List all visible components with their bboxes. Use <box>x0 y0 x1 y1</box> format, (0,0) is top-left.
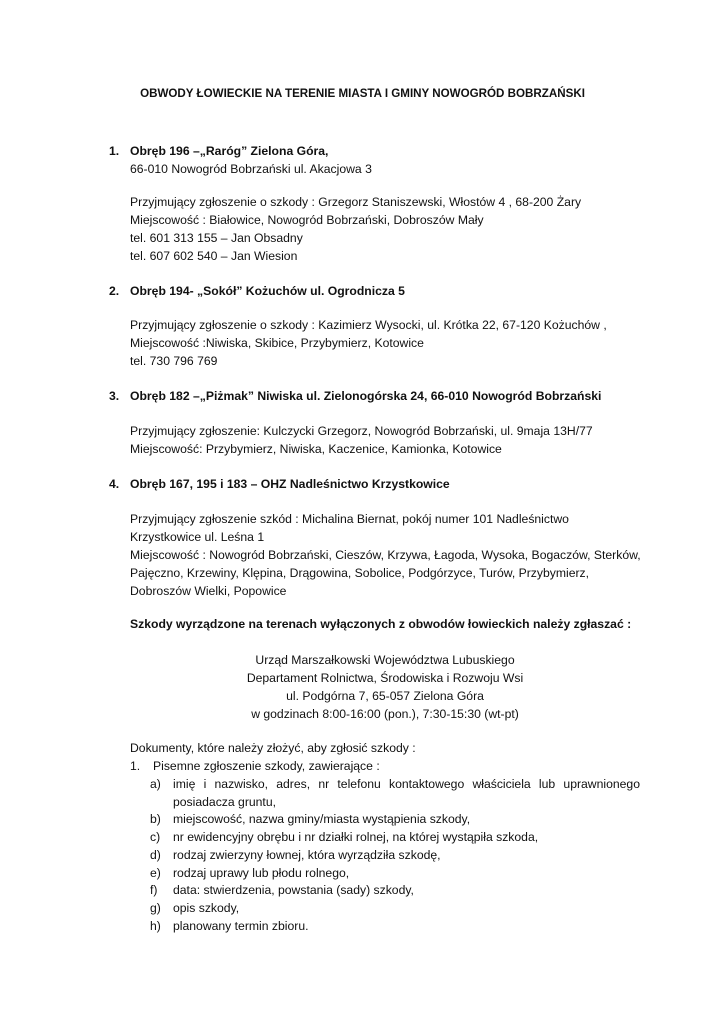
district-line: Miejscowość : Białowice, Nowogród Bobrzański, Dobroszów Mały <box>130 213 484 227</box>
sub-item-text: imię i nazwisko, adres, nr telefonu kontaktowego właściciela lub uprawnionego <box>173 777 640 791</box>
district-2-details <box>130 316 650 370</box>
district-line: Pajęczno, Krzewiny, Klępina, Drągowina, Sobolice, Podgórzyce, Turów, Przybymierz, <box>130 566 590 580</box>
sub-item-text: nr ewidencyjny obrębu i nr działki rolnej, na której wystąpiła szkoda, <box>173 830 539 844</box>
district-1-details <box>130 193 650 265</box>
district-heading: Obręb 196 –„Raróg” Zielona Góra, <box>130 144 329 158</box>
sub-item-letter: b) <box>150 812 161 826</box>
district-line: Miejscowość: Przybymierz, Niwiska, Kaczenice, Kamionka, Kotowice <box>130 442 502 456</box>
district-line: Przyjmujący zgłoszenie: Kulczycki Grzegorz, Nowogród Bobrzański, ul. 9maja 13H/77 <box>130 424 593 438</box>
sub-item-text: rodzaj uprawy lub płodu rolnego, <box>173 866 350 880</box>
district-heading: Obręb 194- „Sokół” Kożuchów ul. Ogrodnicza 5 <box>130 284 405 298</box>
sub-item-a <box>173 775 640 811</box>
documents-intro <box>130 739 650 757</box>
district-line: Dobroszów Wielki, Popowice <box>130 584 287 598</box>
sub-item-text: opis szkody, <box>173 901 240 915</box>
office-line: ul. Podgórna 7, 65-057 Zielona Góra <box>286 689 484 703</box>
district-number: 1. <box>109 144 120 158</box>
sub-item-letter: a) <box>150 777 161 791</box>
documents-intro-text: Dokumenty, które należy złożyć, aby zgłosić szkody : <box>130 741 416 755</box>
district-number: 2. <box>109 284 120 298</box>
office-line: w godzinach 8:00-16:00 (pon.), 7:30-15:30 (wt-pt) <box>251 707 519 721</box>
district-line: Przyjmujący zgłoszenie szkód : Michalina Biernat, pokój numer 101 Nadleśnictwo <box>130 512 569 526</box>
sub-item-letter: h) <box>150 919 161 933</box>
sub-item-letter: d) <box>150 848 161 862</box>
district-address: 66-010 Nowogród Bobrzański ul. Akacjowa 3 <box>130 162 372 176</box>
district-number: 3. <box>109 389 120 403</box>
district-line: tel. 601 313 155 – Jan Obsadny <box>130 231 303 245</box>
sub-item-text: data: stwierdzenia, powstania (sady) szkody, <box>173 883 414 897</box>
sub-item-letter: e) <box>150 866 161 880</box>
district-3 <box>130 387 650 405</box>
district-line: Miejscowość : Nowogród Bobrzański, Cieszów, Krzywa, Łagoda, Wysoka, Bogaczów, Sterków, <box>130 548 641 562</box>
district-line: Krzystkowice ul. Leśna 1 <box>130 530 265 544</box>
district-1 <box>130 142 650 178</box>
district-line: Przyjmujący zgłoszenie o szkody : Kazimierz Wysocki, ul. Krótka 22, 67-120 Kożuchów , <box>130 318 607 332</box>
office-line: Departament Rolnictwa, Środowiska i Rozwoju Wsi <box>246 671 524 685</box>
sub-item-text: rodzaj zwierzyny łownej, która wyrządziła szkodę, <box>173 848 441 862</box>
district-2 <box>130 282 650 300</box>
district-line: Miejscowość :Niwiska, Skibice, Przybymierz, Kotowice <box>130 336 424 350</box>
district-3-details <box>130 422 650 458</box>
district-heading: Obręb 167, 195 i 183 – OHZ Nadleśnictwo Krzystkowice <box>130 477 450 491</box>
sub-item-letter: c) <box>150 830 161 844</box>
district-heading: Obręb 182 –„Piżmak” Niwiska ul. Zielonogórska 24, 66-010 Nowogród Bobrzański <box>130 389 602 403</box>
sub-item-letter: g) <box>150 901 161 915</box>
doc-item-text: Pisemne zgłoszenie szkody, zawierające : <box>153 759 380 773</box>
page-title: OBWODY ŁOWIECKIE NA TERENIE MIASTA I GMINY NOWOGRÓD BOBRZAŃSKI <box>140 87 585 100</box>
sub-item-continuation: posiadacza gruntu, <box>173 795 276 809</box>
doc-item-number: 1. <box>130 759 141 773</box>
district-number: 4. <box>109 477 120 491</box>
sub-item-text: miejscowość, nazwa gminy/miasta wystąpienia szkody, <box>173 812 471 826</box>
excluded-heading-text: Szkody wyrządzone na terenach wyłączonych z obwodów łowieckich należy zgłaszać : <box>130 617 632 631</box>
sub-item-letter: f) <box>150 883 158 897</box>
district-4 <box>130 475 650 493</box>
excluded-areas-heading <box>130 615 650 633</box>
district-4-details <box>130 510 650 600</box>
district-line: Przyjmujący zgłoszenie o szkody : Grzegorz Staniszewski, Włostów 4 , 68-200 Żary <box>130 195 582 209</box>
office-line: Urząd Marszałkowski Województwa Lubuskiego <box>255 653 515 667</box>
district-line: tel. 607 602 540 – Jan Wiesion <box>130 249 298 263</box>
office-address <box>130 651 640 723</box>
sub-item-text: planowany termin zbioru. <box>173 919 309 933</box>
district-line: tel. 730 796 769 <box>130 354 218 368</box>
